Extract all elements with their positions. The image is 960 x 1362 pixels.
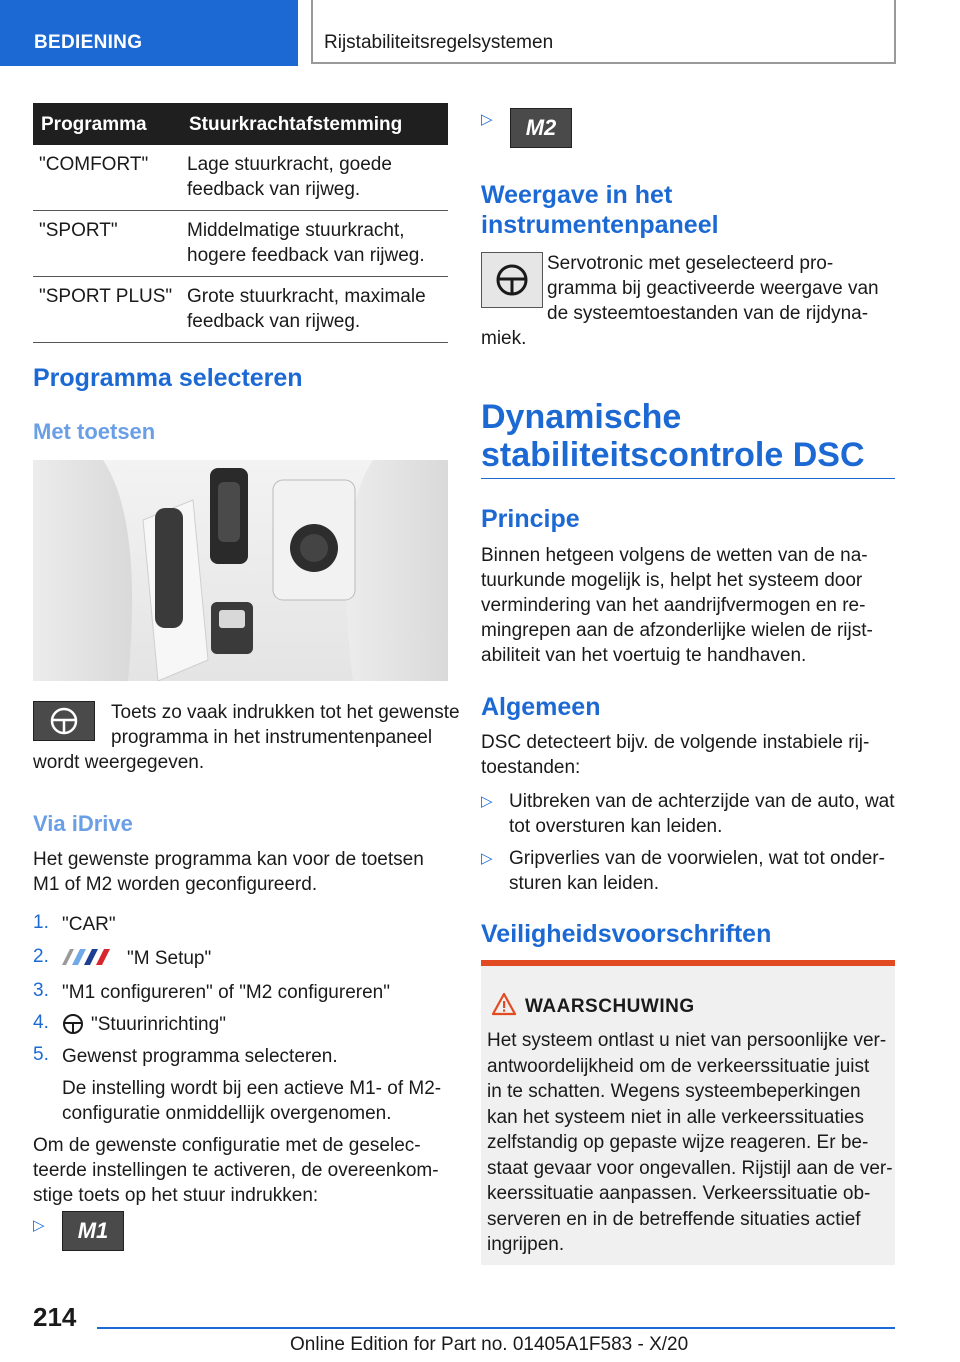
- page-number: 214: [33, 1302, 77, 1332]
- section-label: BEDIENING: [0, 0, 298, 66]
- step-note-line: configuratie onmiddellijk overgenomen.: [62, 1103, 392, 1124]
- warning-box: [481, 960, 895, 1265]
- bullet-text-line: Gripverlies van de voorwielen, wat tot onder-: [509, 848, 885, 869]
- step-number: 5.: [33, 1044, 49, 1065]
- step-text: "CAR": [62, 914, 116, 935]
- heading-program-select: Programma selecteren: [33, 364, 303, 392]
- om-text-line: stige toets op het stuur indrukken:: [33, 1185, 319, 1206]
- algemeen-text-line: toestanden:: [481, 757, 581, 778]
- page-header: [0, 0, 960, 66]
- table-header-row: [33, 103, 448, 145]
- toets-text-line: programma in het instrumentenpaneel: [111, 727, 433, 748]
- step-number: 2.: [33, 946, 49, 967]
- principe-text-line: abiliteit van het voertuig te handhaven.: [481, 645, 807, 666]
- servo-text-line: de systeemtoestanden van de rijdyna-: [547, 303, 869, 324]
- principe-text-line: vermindering van het aandrijfvermogen en re-: [481, 595, 866, 616]
- principe-text-line: mingrepen aan de afzonderlijke wielen de rijst-: [481, 620, 873, 641]
- bullet-triangle-icon: ▷: [481, 111, 493, 128]
- heading-via-idrive: Via iDrive: [33, 811, 133, 836]
- table-header: Stuurkrachtafstemming: [181, 103, 448, 145]
- servo-text-line: miek.: [481, 328, 527, 349]
- table-row: [33, 145, 448, 211]
- table-cell-program: "COMFORT": [33, 145, 181, 211]
- program-table: [33, 103, 448, 343]
- footer-line: [97, 1327, 895, 1329]
- step-text: "M Setup": [127, 948, 212, 969]
- heading-with-keys: Met toetsen: [33, 419, 156, 444]
- m2-button-icon: M2: [510, 108, 572, 148]
- heading-display: Weergave in het instrumentenpaneel: [481, 181, 719, 239]
- table-cell-description: Middelmatige stuurkracht, hogere feedback van rijweg.: [181, 211, 448, 277]
- servotronic-icon: [481, 252, 543, 308]
- bullet-text-line: sturen kan leiden.: [509, 873, 659, 894]
- om-text-line: teerde instellingen te activeren, de overeenkom-: [33, 1160, 439, 1181]
- chapter-title: Rijstabiliteitsregelsystemen: [324, 32, 554, 53]
- algemeen-text-line: DSC detecteert bijv. de volgende instabiele rij-: [481, 732, 870, 753]
- step-number: 1.: [33, 912, 49, 933]
- warning-icon: [491, 992, 517, 1021]
- table-cell-description: Lage stuurkracht, goede feedback van rijweg.: [181, 145, 448, 211]
- warning-text: Het systeem ontlast u niet van persoonlijke ver- antwoordelijkheid om de verkeerssituatie juist in te schatten. Wegens systeembeperkingen kan het systeem niet in alle verkeerssituaties zelfstandig op gepaste wijze reageren. Er be- staat gevaar voor ongevallen. Rijstijl aan de ver- keerssituatie aanpassen. Verkeerssituatie ob- serveren en in de betreffende situaties actief ingrijpen.: [487, 1030, 893, 1255]
- bullet-triangle-icon: ▷: [481, 793, 493, 810]
- step-number: 4.: [33, 1012, 49, 1033]
- heading-dsc: Dynamische stabiliteitscontrole DSC: [481, 398, 865, 474]
- heading-safety: Veiligheidsvoorschriften: [481, 920, 772, 948]
- table-cell-program: "SPORT": [33, 211, 181, 277]
- heading-algemeen: Algemeen: [481, 693, 601, 721]
- idrive-text-line: M1 of M2 worden geconfigureerd.: [33, 874, 318, 895]
- idrive-text-line: Het gewenste programma kan voor de toetsen: [33, 849, 424, 870]
- principe-text-line: tuurkunde mogelijk is, helpt het systeem door: [481, 570, 863, 591]
- step-text: "Stuurinrichting": [91, 1014, 226, 1035]
- step-text: Gewenst programma selecteren.: [62, 1046, 338, 1067]
- om-text-line: Om de gewenste configuratie met de geselec-: [33, 1135, 421, 1156]
- center-console-photo: [33, 460, 448, 681]
- table-header: Programma: [33, 103, 181, 145]
- m-stripes-icon: [62, 948, 120, 971]
- warning-title: WAARSCHUWING: [525, 996, 695, 1017]
- step-number: 3.: [33, 980, 49, 1001]
- bullet-triangle-icon: ▷: [33, 1217, 45, 1234]
- m1-button-icon: M1: [62, 1211, 124, 1251]
- table-cell-program: "SPORT PLUS": [33, 277, 181, 343]
- toets-text-line: wordt weergegeven.: [33, 752, 205, 773]
- principe-text-line: Binnen hetgeen volgens de wetten van de na-: [481, 545, 868, 566]
- step-text: "M1 configureren" of "M2 configureren": [62, 982, 390, 1003]
- heading-principe: Principe: [481, 505, 580, 533]
- bullet-text-line: Uitbreken van de achterzijde van de auto, wat: [509, 791, 895, 812]
- table-cell-description: Grote stuurkracht, maximale feedback van rijweg.: [181, 277, 448, 343]
- table-row: [33, 211, 448, 277]
- bullet-text-line: tot oversturen kan leiden.: [509, 816, 723, 837]
- servo-text-line: gramma bij geactiveerde weergave van: [547, 278, 879, 299]
- servo-text-line: Servotronic met geselecteerd pro-: [547, 253, 834, 274]
- bullet-triangle-icon: ▷: [481, 850, 493, 867]
- steering-wheel-icon: [62, 1013, 84, 1040]
- steering-setup-icon: [33, 701, 95, 741]
- footer-edition: Online Edition for Part no. 01405A1F583 - X/20: [290, 1334, 689, 1355]
- toets-text-line: Toets zo vaak indrukken tot het gewenste: [111, 702, 460, 723]
- table-row: [33, 277, 448, 343]
- step-note-line: De instelling wordt bij een actieve M1- of M2-: [62, 1078, 442, 1099]
- heading-underline: [481, 478, 895, 479]
